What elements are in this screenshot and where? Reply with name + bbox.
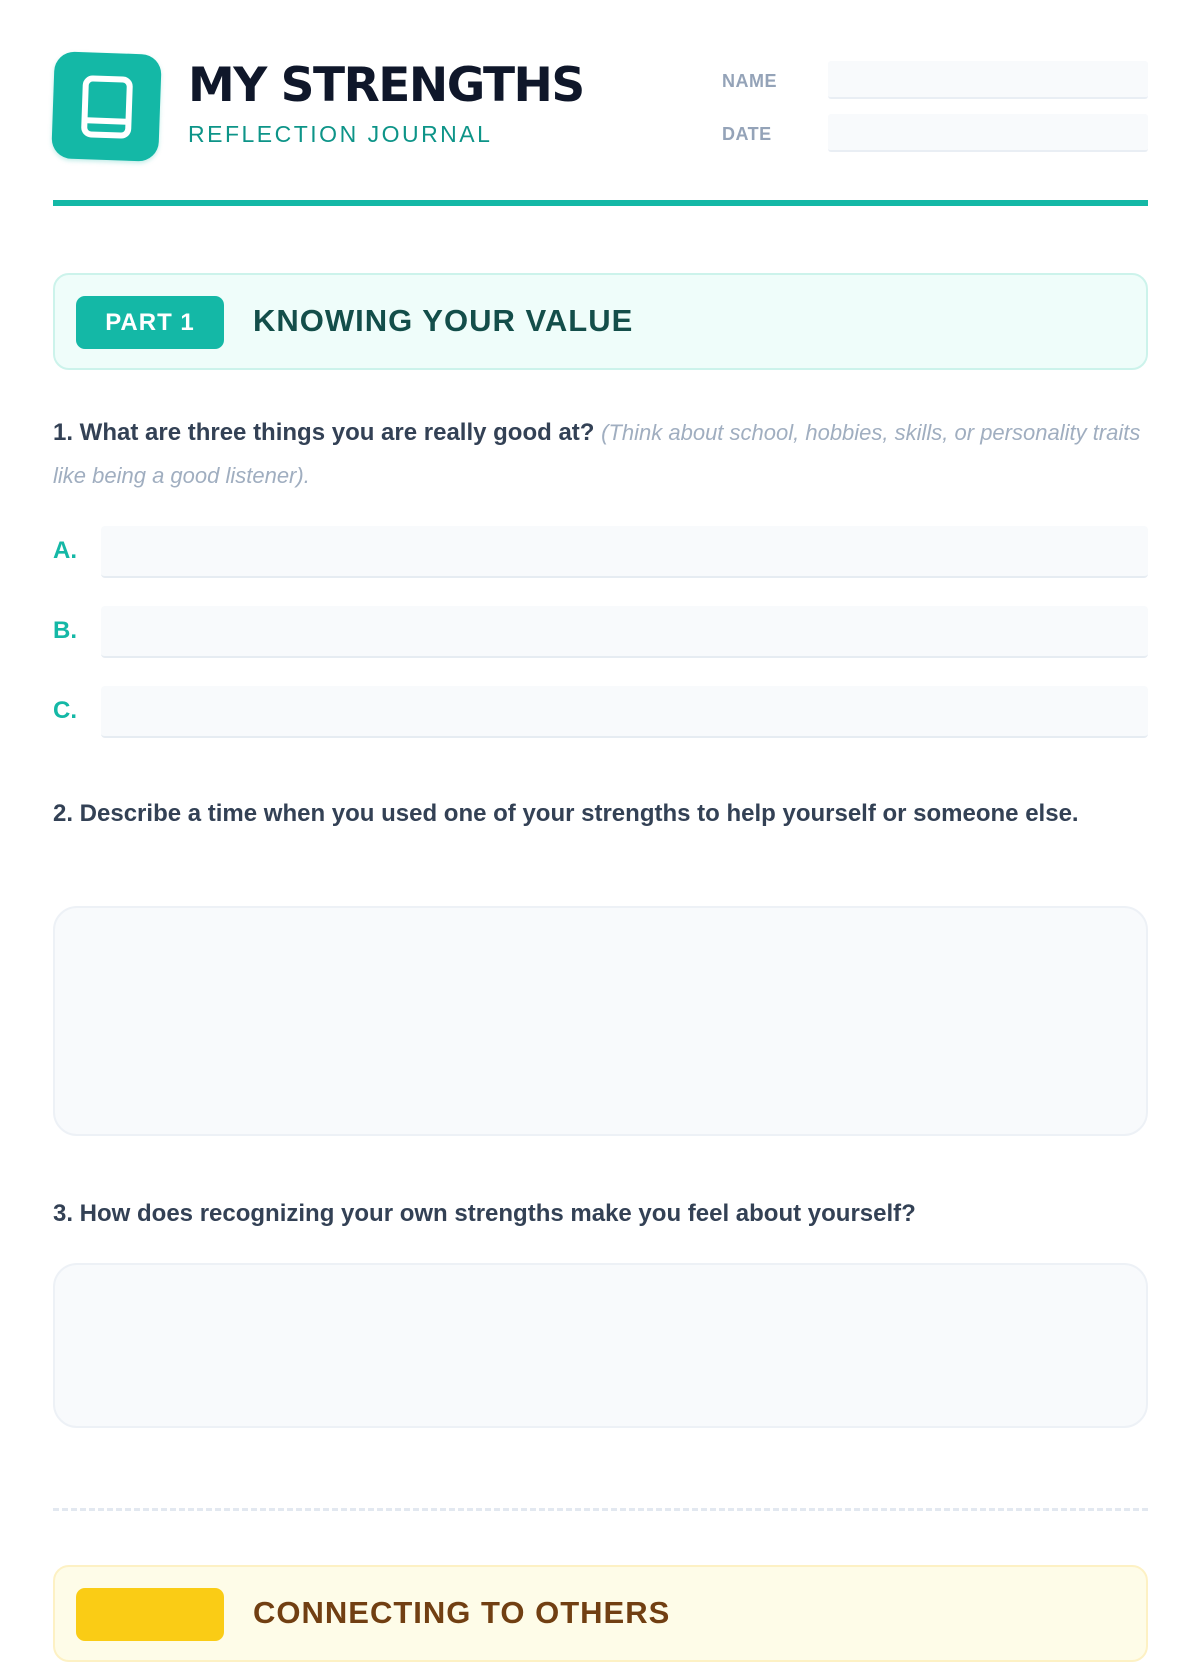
question-2: 2. Describe a time when you used one of your strengths to help yourself or someone else. — [53, 800, 1079, 827]
question-3-answer-box[interactable] — [53, 1263, 1148, 1428]
question-1-text: 1. What are three things you are really good at? — [53, 419, 595, 446]
answer-c-field[interactable] — [101, 686, 1148, 738]
header-divider — [53, 200, 1148, 206]
answer-a-label: A. — [53, 537, 77, 564]
date-field[interactable] — [828, 114, 1148, 152]
question-1 — [53, 411, 1148, 497]
part1-badge: PART 1 — [76, 296, 224, 349]
part2-title: CONNECTING TO OTHERS — [253, 1595, 671, 1630]
name-label: NAME — [722, 71, 777, 91]
answer-a-field[interactable] — [101, 526, 1148, 578]
question-1-hint: (Think about school, hobbies, skills, or personality traits like being a good listener). — [53, 420, 1141, 488]
date-label: DATE — [722, 124, 772, 144]
question-2-answer-box[interactable] — [53, 906, 1148, 1136]
name-field[interactable] — [828, 61, 1148, 99]
part1-title: KNOWING YOUR VALUE — [253, 303, 634, 338]
part2-banner — [53, 1565, 1148, 1662]
book-icon-glyph — [77, 74, 135, 140]
part1-banner — [53, 273, 1148, 370]
answer-c-label: C. — [53, 697, 77, 724]
answer-b-label: B. — [53, 617, 77, 644]
book-icon — [51, 51, 162, 162]
section-divider — [53, 1508, 1148, 1511]
question-3: 3. How does recognizing your own strengths make you feel about yourself? — [53, 1200, 916, 1227]
page-subtitle: REFLECTION JOURNAL — [188, 121, 493, 147]
page-title: MY STRENGTHS — [188, 58, 584, 113]
part2-badge — [76, 1588, 224, 1641]
answer-b-field[interactable] — [101, 606, 1148, 658]
